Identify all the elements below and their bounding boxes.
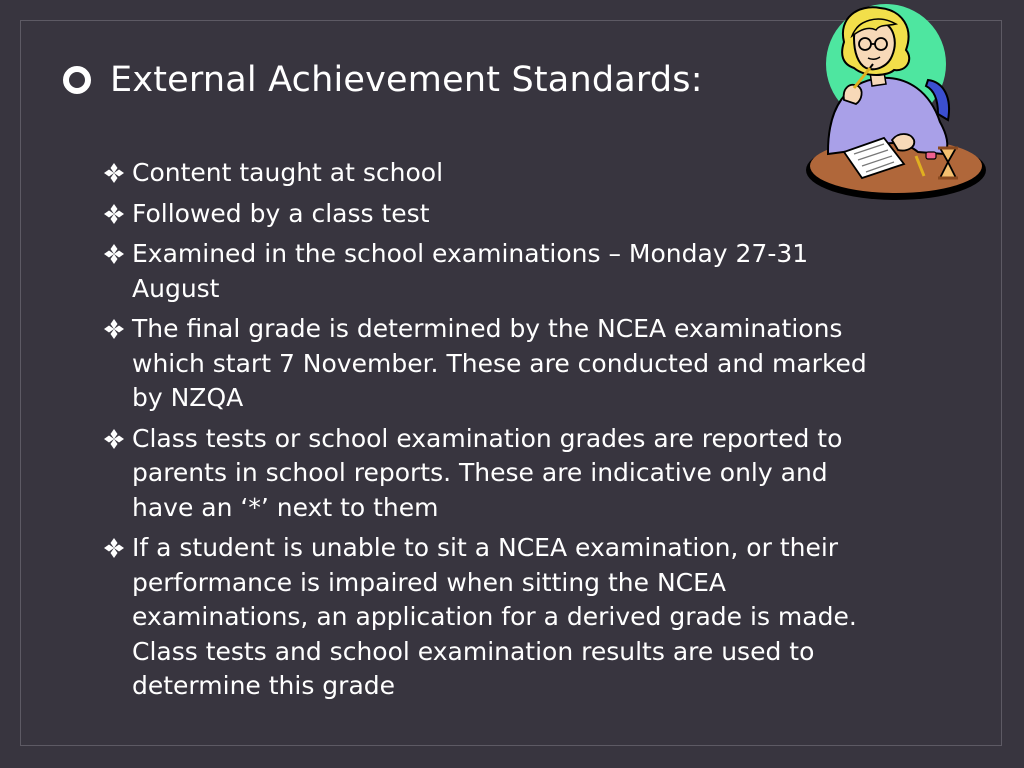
bullet-text: Content taught at school xyxy=(132,158,444,187)
bullet-list xyxy=(104,156,884,710)
four-diamond-bullet-icon xyxy=(104,422,132,456)
four-diamond-bullet-icon xyxy=(104,237,132,271)
bullet-text: If a student is unable to sit a NCEA examination, or their performance is impaired when sitting the NCEA examinations, an application for a derived grade is made. Class tests and school examination results are used to determine this grade xyxy=(132,533,857,700)
four-diamond-bullet-icon xyxy=(104,156,132,190)
list-item xyxy=(104,237,884,306)
ring-bullet-icon xyxy=(62,65,92,95)
list-item xyxy=(104,156,884,191)
four-diamond-bullet-icon xyxy=(104,531,132,565)
list-item xyxy=(104,422,884,526)
bullet-text: The final grade is determined by the NCEA examinations which start 7 November. These are conducted and marked by NZQA xyxy=(132,314,867,412)
list-item xyxy=(104,531,884,704)
student-writing-exam-illustration xyxy=(788,2,986,202)
bullet-text: Class tests or school examination grades are reported to parents in school reports. These are indicative only and have an ‘*’ next to them xyxy=(132,423,843,522)
bullet-text: Examined in the school examinations – Monday 27-31 August xyxy=(132,239,809,303)
four-diamond-bullet-icon xyxy=(104,197,132,231)
slide-title: External Achievement Standards: xyxy=(110,60,703,100)
list-item xyxy=(104,197,884,232)
title-row xyxy=(62,60,703,100)
list-item xyxy=(104,312,884,416)
four-diamond-bullet-icon xyxy=(104,312,132,346)
bullet-text: Followed by a class test xyxy=(132,198,430,228)
